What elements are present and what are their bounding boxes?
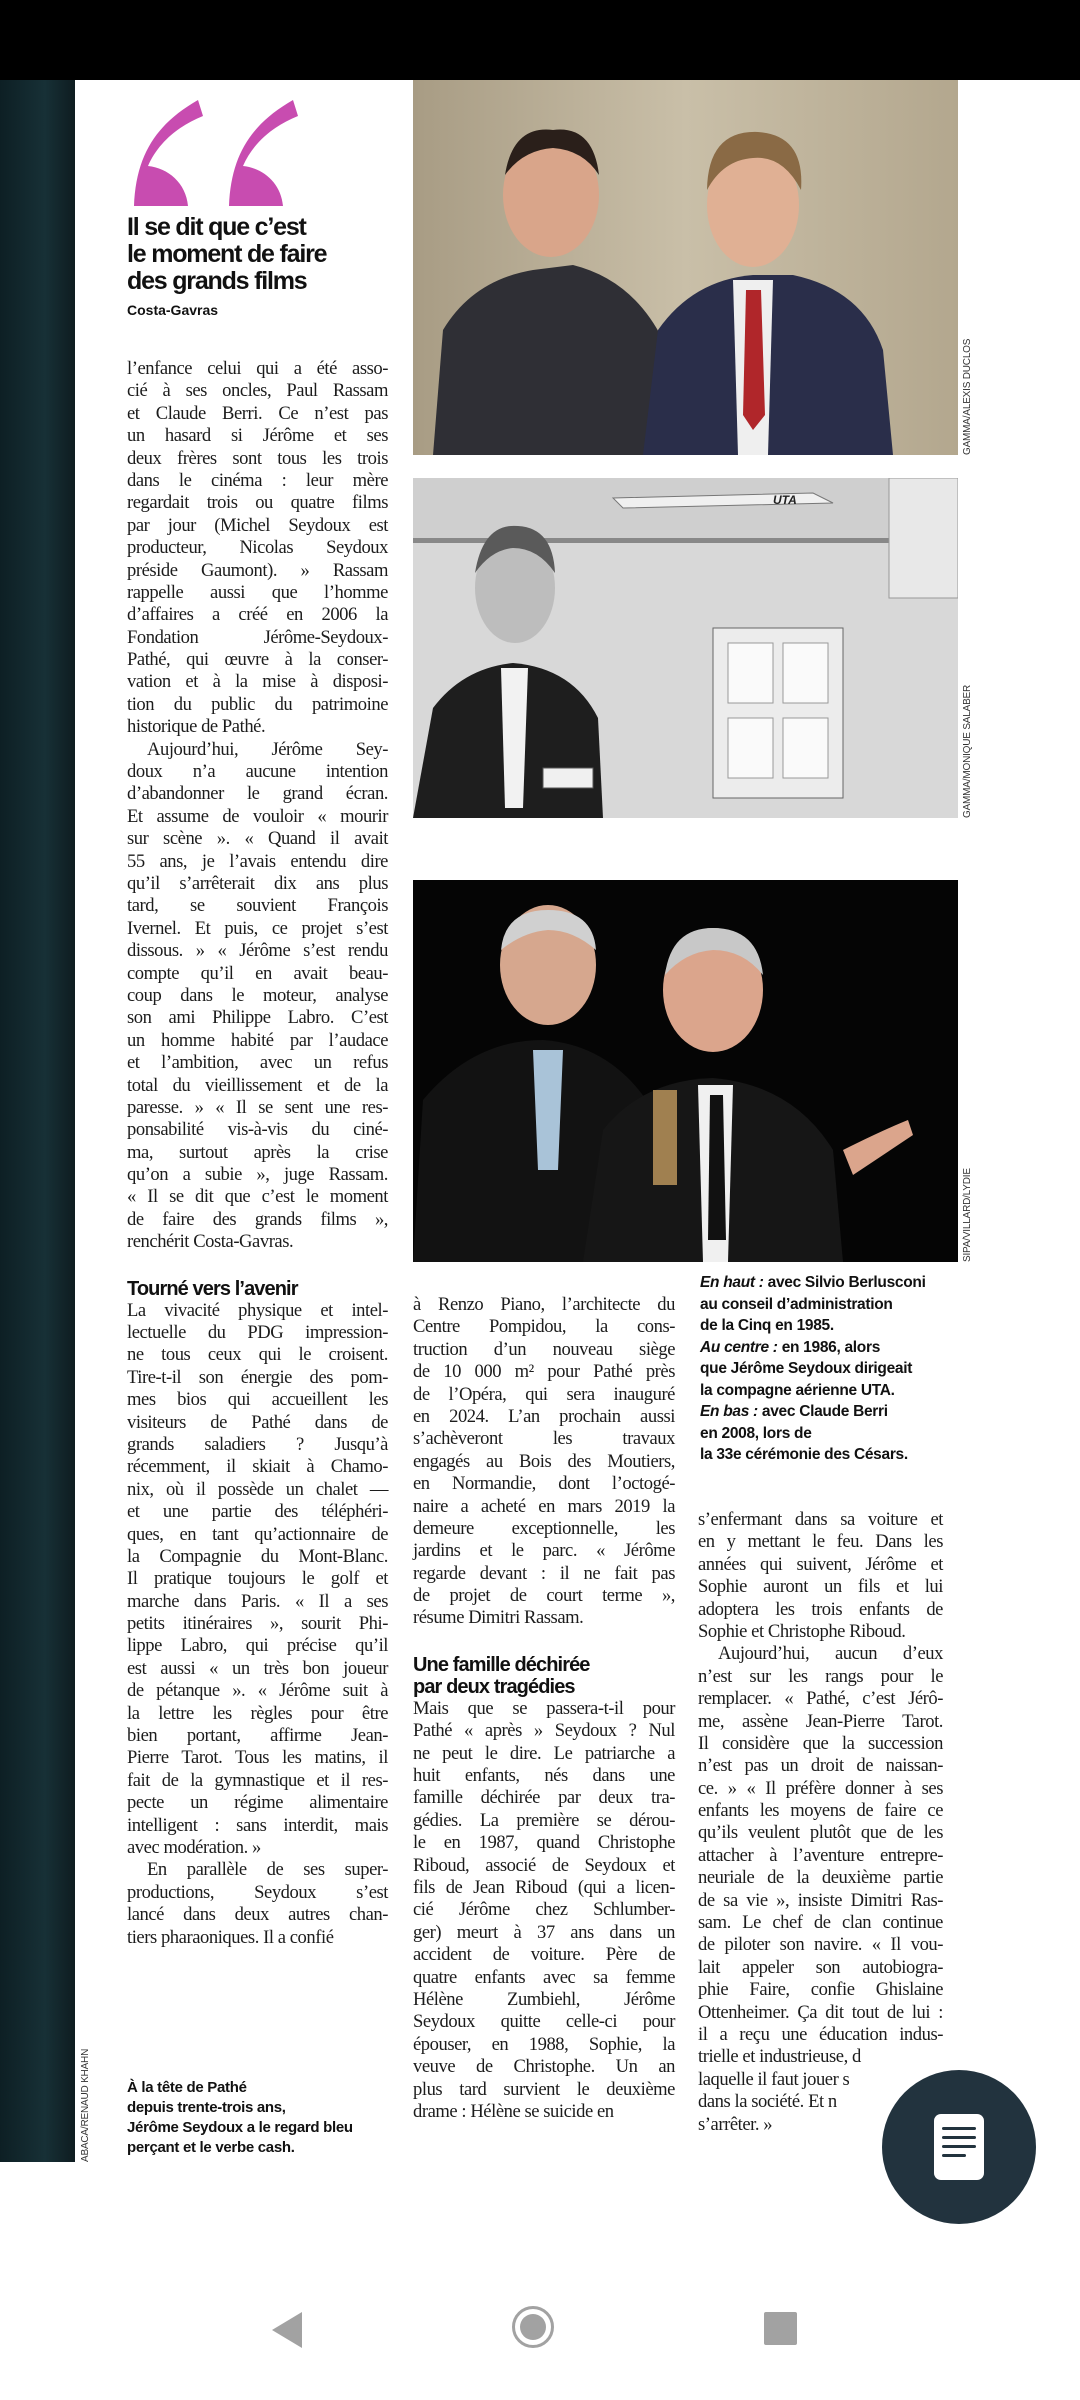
text-line: famille déchirée par deux tra-: [413, 1787, 675, 1809]
paragraph: [413, 1294, 675, 1630]
recents-square-icon[interactable]: [764, 2312, 797, 2345]
text-line: Fondation Jérôme-Seydoux-: [127, 626, 388, 648]
caption-text: en 1986, alors: [781, 1338, 881, 1356]
text-line: gédies. La première se dérou-: [413, 1809, 675, 1831]
text-line: enfants les moyens de faire ce: [698, 1800, 943, 1822]
text-line: un hasard si Jérôme et ses: [127, 425, 388, 447]
photo-credit-top: GAMMA/ALEXIS DUCLOS: [962, 338, 973, 455]
text-line: compte qu’il en avait beau-: [127, 962, 388, 984]
text-line: ce. » « Il préfère donner à ses: [698, 1777, 943, 1799]
text-line: la lettre les règles pour être: [127, 1702, 388, 1724]
caption-text: la compagne aérienne UTA.: [700, 1381, 895, 1399]
text-line: plus tard survient le deuxième: [413, 2078, 675, 2100]
text-line: en 2024. L’an prochain aussi: [413, 1405, 675, 1427]
text-line: Riboud, associé de Seydoux et: [413, 1854, 675, 1876]
text-line: qu’ils veulent plutôt que de les: [698, 1822, 943, 1844]
caption-text: au conseil d’administration: [700, 1295, 893, 1313]
text-line: producteur, Nicolas Seydoux: [127, 537, 388, 559]
text-line: l’enfance celui qui a été asso-: [127, 358, 388, 379]
text-line: huit enfants, nés dans une: [413, 1765, 675, 1787]
text-line: en y mettant le feu. Dans les: [698, 1531, 943, 1553]
caption-label: En haut :: [700, 1274, 764, 1291]
text-line: cié Jérôme chez Schlumber-: [413, 1899, 675, 1921]
text-line: naire a acheté en mars 2019 la: [413, 1495, 675, 1517]
text-line: La vivacité physique et intel-: [127, 1299, 388, 1321]
caption-text: en 2008, lors de: [700, 1424, 812, 1442]
text-line: 55 ans, je l’avais entendu dire: [127, 850, 388, 872]
text-line: en Normandie, dont l’octogé-: [413, 1473, 675, 1495]
text-line: années qui suivent, Jérôme et: [698, 1553, 943, 1575]
text-line: tiers pharaoniques. Il a confié: [127, 1926, 334, 1948]
caption-line: [700, 1423, 960, 1445]
text-line: par jour (Michel Seydoux est: [127, 514, 388, 536]
text-line: d’abandonner le grand écran.: [127, 783, 388, 805]
text-line: ger) meurt à 37 ans dans un: [413, 1921, 675, 1943]
portrait-caption-line: perçant et le verbe cash.: [127, 2139, 295, 2156]
text-line: Centre Pompidou, la cons-: [413, 1316, 675, 1338]
text-line: pecte un régime alimentaire: [127, 1792, 388, 1814]
heading-line: Tourné vers l’avenir: [127, 1277, 298, 1300]
text-line: petits itinéraires », sourit Phi-: [127, 1613, 388, 1635]
text-line: veuve de Christophe. Un an: [413, 2056, 675, 2078]
text-line: attacher à l’aventure entrepre-: [698, 1844, 943, 1866]
text-line: renchérit Costa-Gavras.: [127, 1231, 294, 1253]
text-line: Mais que se passera-t-il pour: [413, 1697, 675, 1719]
caption-text: que Jérôme Seydoux dirigeait: [700, 1360, 913, 1377]
photo-caption: [700, 1272, 960, 1466]
caption-line: [700, 1337, 960, 1359]
spacer: [413, 1630, 675, 1654]
text-line: phie Faire, confie Ghislaine: [698, 1979, 943, 2001]
text-line: est aussi « un très bon joueur: [127, 1657, 388, 1679]
caption-line: [700, 1272, 960, 1294]
text-line: de piloter son navire. « Il vou-: [698, 1934, 943, 1956]
text-line: Seydoux quitte celle-ci pour: [413, 2011, 675, 2033]
text-line: de sa vie », insiste Dimitri Ras-: [698, 1889, 943, 1911]
text-line: dans le cinéma : leur mère: [127, 469, 388, 491]
text-line: un homme habité par l’audace: [127, 1029, 388, 1051]
quote-marks-icon: [128, 98, 308, 208]
text-line: trielle et industrieuse, d: [698, 2046, 861, 2068]
heading-line: Une famille déchirée: [413, 1653, 590, 1676]
text-line: Pathé « après » Seydoux ? Nul: [413, 1720, 675, 1742]
pull-quote-line: le moment de faire: [127, 240, 327, 268]
text-line: rappelle aussi que l’homme: [127, 581, 388, 603]
text-line: Ottenheimer. Ça dit tout de lui :: [698, 2001, 943, 2023]
text-line: et une partie des téléphéri-: [127, 1501, 388, 1523]
portrait-caption-line: depuis trente-trois ans,: [127, 2099, 286, 2116]
text-line: truction d’un nouveau siège: [413, 1338, 675, 1360]
uta-sign: UTA: [773, 493, 797, 507]
caption-line: [700, 1380, 960, 1402]
pull-quote-line: Il se dit que c’est: [127, 213, 306, 241]
photo-uta: [413, 478, 958, 818]
text-line: Ivernel. Et puis, ce projet s’est: [127, 917, 388, 939]
text-line: Sophie et Christophe Riboud.: [698, 1620, 906, 1642]
text-line: Aujourd’hui, Jérôme Sey-: [147, 738, 388, 760]
text-line: engagés au Bois des Moutiers,: [413, 1450, 675, 1472]
text-line: lait appeler son autobiogra-: [698, 1956, 943, 1978]
text-line: n’est sur les rangs pour le: [698, 1665, 943, 1687]
portrait-caption-line: Jérôme Seydoux a le regard bleu: [127, 2119, 353, 2136]
text-line: s’achèveront les travaux: [413, 1428, 675, 1450]
text-line: ma, surtout après la crise: [127, 1141, 388, 1163]
home-circle-icon[interactable]: [512, 2306, 554, 2348]
text-line: mes bios qui accueillent les: [127, 1389, 388, 1411]
text-line: Pierre Tarot. Tous les matins, il: [127, 1747, 388, 1769]
document-icon: [934, 2114, 984, 2180]
text-line: marche dans Paris. « Il a ses: [127, 1590, 388, 1612]
text-line: la Compagnie du Mont-Blanc.: [127, 1545, 388, 1567]
pull-quote: [127, 214, 397, 295]
caption-line: [700, 1358, 960, 1380]
pull-quote-line: des grands films: [127, 267, 307, 295]
text-line: regarde devant : il ne fait pas: [413, 1562, 675, 1584]
text-line: intelligent : sans interdit, mais: [127, 1814, 388, 1836]
text-line: son ami Philippe Labro. C’est: [127, 1007, 388, 1029]
text-line: s’arrêter. »: [698, 2113, 773, 2135]
text-line: tard, se souvient François: [127, 895, 388, 917]
text-line: jardins et le parc. « Jérôme: [413, 1540, 675, 1562]
caption-label: En bas :: [700, 1403, 758, 1420]
text-line: bien portant, affirme Jean-: [127, 1725, 388, 1747]
text-line: drame : Hélène se suicide en: [413, 2100, 614, 2122]
caption-text: avec Claude Berri: [761, 1403, 888, 1420]
text-line: nix, où il possède un chalet —: [127, 1478, 388, 1500]
text-line: paresse. » « Il se sent une res-: [127, 1096, 388, 1118]
article-column-left: [127, 358, 388, 1949]
text-line: adoptera les trois enfants de: [698, 1598, 943, 1620]
text-line: ques, en tant qu’actionnaire de: [127, 1523, 388, 1545]
text-line: Hélène Zumbiehl, Jérôme: [413, 1988, 675, 2010]
text-line: d’affaires a créé en 2006 la: [127, 604, 388, 626]
text-line: dans la société. Et n: [698, 2091, 837, 2113]
paragraph: [127, 1300, 388, 1860]
caption-text: de la Cinq en 1985.: [700, 1317, 834, 1334]
text-line: tion du public du patrimoine: [127, 693, 388, 715]
text-line: et l’ambition, avec un refus: [127, 1052, 388, 1074]
portrait-photo-edge: [0, 80, 75, 2162]
text-line: lippe Labro, qui précise qu’il: [127, 1635, 388, 1657]
text-line: Pathé, qui œuvre à la conser-: [127, 649, 388, 671]
text-line: Sophie auront un fils et lui: [698, 1576, 943, 1598]
text-line: il a reçu une éducation indus-: [698, 2023, 943, 2045]
paragraph: [698, 1509, 943, 1643]
navigation-bar: [0, 2250, 1080, 2400]
text-line: deux frères sont tous les trois: [127, 447, 388, 469]
caption-line: [700, 1294, 960, 1316]
text-line: avec modération. »: [127, 1837, 261, 1858]
paragraph: [413, 1698, 675, 2123]
reading-mode-button[interactable]: [882, 2070, 1036, 2224]
section-heading: [413, 1654, 675, 1698]
caption-line: [700, 1401, 960, 1423]
text-line: productions, Seydoux s’est: [127, 1881, 388, 1903]
portrait-caption: [127, 2078, 407, 2158]
text-line: doux n’a aucune intention: [127, 761, 388, 783]
text-line: qu’on a subie », juge Rassam.: [127, 1164, 388, 1186]
text-line: épouser, en 1988, Sophie, la: [413, 2033, 675, 2055]
text-line: total du vieillissement et de la: [127, 1074, 388, 1096]
text-line: laquelle il faut jouer s: [698, 2068, 850, 2090]
text-line: s’enfermant dans sa voiture et: [698, 1509, 943, 1530]
text-line: vation et à la mise à disposi-: [127, 671, 388, 693]
text-line: accident de voiture. Père de: [413, 1944, 675, 1966]
text-line: neuriale de la deuxième partie: [698, 1867, 943, 1889]
text-line: cié à ses oncles, Paul Rassam: [127, 380, 388, 402]
photo-credit-bottom: SIPA/VILLARD/LYDIE: [962, 1168, 973, 1262]
text-line: résume Dimitri Rassam.: [413, 1607, 584, 1629]
photo-cesars: [413, 880, 958, 1262]
text-line: visiteurs de Pathé dans de: [127, 1411, 388, 1433]
caption-line: [700, 1315, 960, 1337]
text-line: de 10 000 m² pour Pathé près: [413, 1361, 675, 1383]
text-line: remplacer. « Pathé, c’est Jérô-: [698, 1688, 943, 1710]
status-bar: [0, 0, 1080, 80]
text-line: Et assume de vouloir « mourir: [127, 805, 388, 827]
text-line: ponsabilité vis-à-vis du ciné-: [127, 1119, 388, 1141]
back-triangle-icon[interactable]: [272, 2312, 302, 2348]
paragraph: [698, 1643, 943, 2136]
text-line: me, assène Jean-Pierre Tarot.: [698, 1710, 943, 1732]
text-line: le en 1987, quand Christophe: [413, 1832, 675, 1854]
text-line: fils de Jean Riboud (qui a licen-: [413, 1876, 675, 1898]
text-line: sam. Le chef de clan continue: [698, 1912, 943, 1934]
caption-text: avec Silvio Berlusconi: [767, 1274, 926, 1291]
text-line: de l’Opéra, qui sera inauguré: [413, 1383, 675, 1405]
photo-credit-left: ABACA/RENAUD KHAHN: [80, 2048, 91, 2162]
spacer: [127, 1254, 388, 1278]
text-line: de faire des grands films »,: [127, 1208, 388, 1230]
portrait-caption-line: À la tête de Pathé: [127, 2079, 247, 2096]
pull-quote-author: Costa-Gavras: [127, 302, 219, 318]
text-line: lancé dans deux autres chan-: [127, 1904, 388, 1926]
paragraph: [127, 358, 388, 739]
text-line: grands saladiers ? Jusqu’à: [127, 1433, 388, 1455]
photo-credit-center: GAMMA/MONIQUE SALABER: [962, 684, 973, 818]
text-line: à Renzo Piano, l’architecte du: [413, 1294, 675, 1315]
caption-text: la 33e cérémonie des Césars.: [700, 1446, 908, 1463]
heading-line: par deux tragédies: [413, 1675, 575, 1698]
section-heading: [127, 1278, 388, 1300]
text-line: Aujourd’hui, aucun d’eux: [718, 1643, 943, 1665]
paragraph: [127, 739, 388, 1254]
text-line: préside Gaumont). » Rassam: [127, 559, 388, 581]
text-line: n’est pas un droit de naissan-: [698, 1755, 943, 1777]
text-line: récemment, il skiait à Chamo-: [127, 1456, 388, 1478]
text-line: et Claude Berri. Ce n’est pas: [127, 402, 388, 424]
text-line: regardait trois ou quatre films: [127, 492, 388, 514]
photo-berlusconi: [413, 80, 958, 455]
text-line: quatre enfants avec sa femme: [413, 1966, 675, 1988]
text-line: Il considère que la succession: [698, 1732, 943, 1754]
text-line: Tire-t-il son énergie des pom-: [127, 1366, 388, 1388]
text-line: sur scène ». « Quand il avait: [127, 828, 388, 850]
text-line: « Il se dit que c’est le moment: [127, 1186, 388, 1208]
text-line: dissous. » « Jérôme s’est rendu: [127, 940, 388, 962]
text-line: demeure exceptionnelle, les: [413, 1517, 675, 1539]
text-line: En parallèle de ses super-: [147, 1859, 388, 1881]
caption-label: Au centre :: [700, 1338, 778, 1356]
text-line: lectuelle du PDG impression-: [127, 1322, 388, 1344]
text-line: de pétanque ». « Jérôme suit à: [127, 1680, 388, 1702]
paragraph: [127, 1859, 388, 1949]
caption-line: [700, 1444, 960, 1466]
text-line: qu’il s’arrêterait dix ans plus: [127, 872, 388, 894]
text-line: Il pratique toujours le golf et: [127, 1568, 388, 1590]
text-line: historique de Pathé.: [127, 716, 266, 738]
text-line: fait de la gymnastique et il res-: [127, 1769, 388, 1791]
text-line: ne peut le dire. Le patriarche a: [413, 1742, 675, 1764]
text-line: coup dans le moteur, analyse: [127, 984, 388, 1006]
article-column-right: [698, 1509, 943, 2136]
text-line: de projet de court terme »,: [413, 1585, 675, 1607]
text-line: ne tous ceux qui le croisent.: [127, 1344, 388, 1366]
article-column-middle: [413, 1294, 675, 2123]
